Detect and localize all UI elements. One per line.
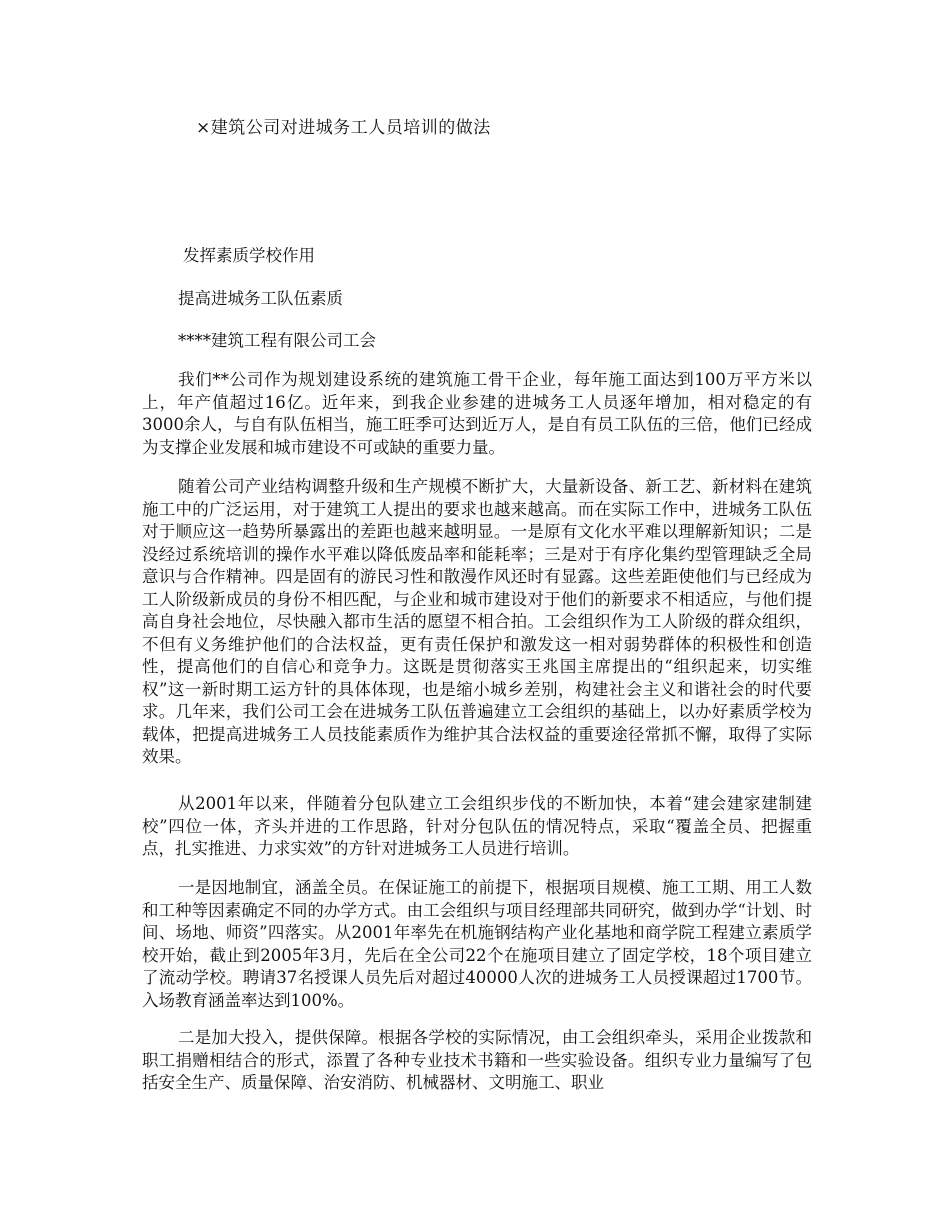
paragraph-approach: 从2001年以来，伴随着分包队建立工会组织步伐的不断加快，本着“建会建家建制建校”四位一体，齐头并进的工作思路，针对分包队伍的情况特点，采取“覆盖全员、把握重点，扎实推进、力求实效”的方针对进城务工人员进行培训。	[142, 794, 812, 858]
paragraph-measure-one: 一是因地制宜，涵盖全员。在保证施工的前提下，根据项目规模、施工工期、用工人数和工种等因素确定不同的办学方式。由工会组织与项目经理部共同研究，做到办学“计划、时间、场地、师资”四落实。从2001年率先在机施钢结构产业化基地和商学院工程建立素质学校开始，截止到2005年3月，先后在全公司22个在施项目建立了固定学校，18个项目建立了流动学校。聘请37名授课人员先后对超过40000人次的进城务工人员授课超过1700节。入场教育涵盖率达到100%。	[142, 878, 812, 1010]
paragraph-background: 随着公司产业结构调整升级和生产规模不断扩大，大量新设备、新工艺、新材料在建筑施工中的广泛运用，对于建筑工人提出的要求也越来越高。而在实际工作中，进城务工队伍对于顺应这一趋势所暴露出的差距也越来越明显。一是原有文化水平难以理解新知识；二是没经过系统培训的操作水平难以降低废品率和能耗率；三是对于有序化集约型管理缺乏全局意识与合作精神。四是固有的游民习性和散漫作风还时有显露。这些差距使他们与已经成为工人阶级新成员的身份不相匹配，与企业和城市建设对于他们的新要求不相适应，与他们提高自身社会地位，尽快融入都市生活的愿望不相合拍。工会组织作为工人阶级的群众组织，不但有义务维护他们的合法权益，更有责任保护和激发这一相对弱势群体的积极性和创造性，提高他们的自信心和竞争力。这既是贯彻落实王兆国主席提出的“组织起来，切实维权”这一新时期工运方针的具体体现，也是缩小城乡差别，构建社会主义和谐社会的时代要求。几年来，我们公司工会在进城务工队伍普遍建立工会组织的基础上，以办好素质学校为载体，把提高进城务工人员技能素质作为维护其合法权益的重要途径常抓不懈，取得了实际效果。	[142, 477, 812, 766]
author-organization: ****建筑工程有限公司工会	[178, 331, 376, 350]
subheading-role-of-schools: 发挥素质学校作用	[183, 246, 315, 265]
subheading-improve-quality: 提高进城务工队伍素质	[178, 289, 343, 308]
paragraph-company-overview: 我们**公司作为规划建设系统的建筑施工骨干企业，每年施工面达到100万平方米以上，年产值超过16亿。近年来，到我企业参建的进城务工人员逐年增加，相对稳定的有3000余人，与自有队伍相当，施工旺季可达到近万人，是自有员工队伍的三倍，他们已经成为支撑企业发展和城市建设不可或缺的重要力量。	[142, 370, 812, 457]
document-title: ×建筑公司对进城务工人员培训的做法	[196, 118, 491, 138]
paragraph-measure-two: 二是加大投入，提供保障。根据各学校的实际情况，由工会组织牵头，采用企业拨款和职工捐赠相结合的形式，添置了各种专业技术书籍和一些实验设备。组织专业力量编写了包括安全生产、质量保障、治安消防、机械器材、文明施工、职业	[142, 1028, 812, 1092]
